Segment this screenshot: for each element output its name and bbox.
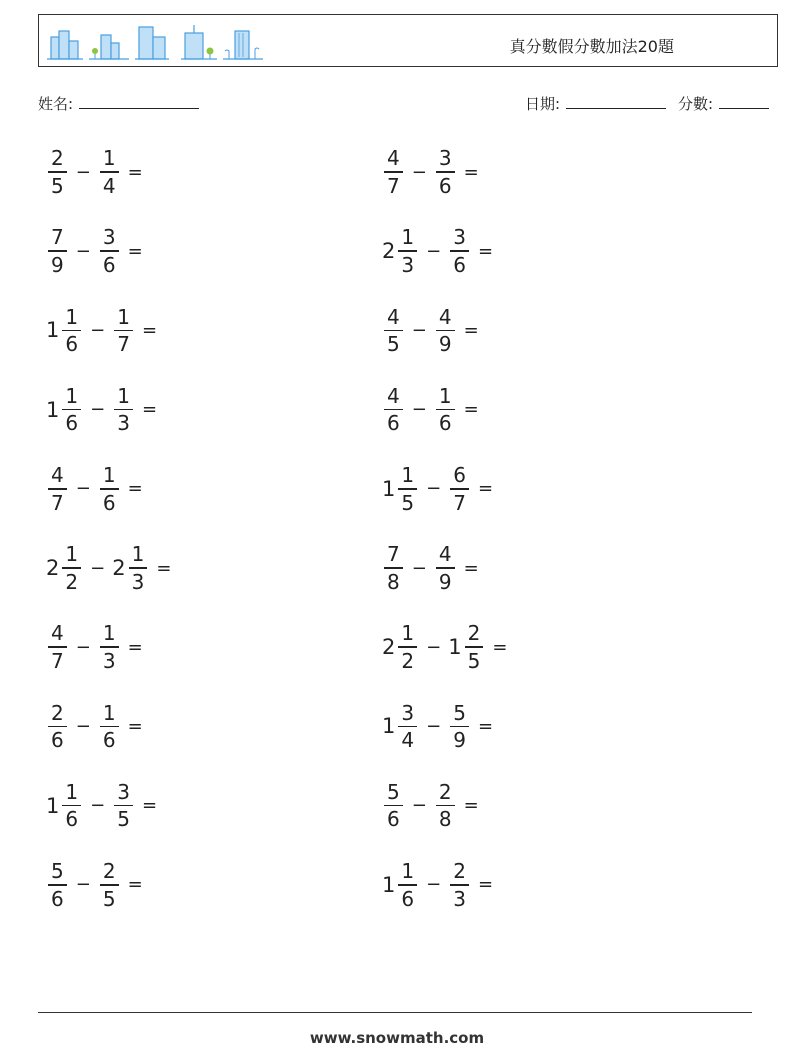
- problem-10: [382, 459, 493, 519]
- operator: −: [75, 161, 91, 183]
- equals-sign: =: [141, 399, 158, 421]
- fraction-bar: [100, 250, 119, 252]
- fraction: [48, 859, 67, 911]
- fraction-bar: [436, 171, 455, 173]
- fraction: [450, 701, 469, 753]
- fraction-bar: [48, 646, 67, 648]
- fraction: [48, 463, 67, 515]
- mixed-number: [382, 225, 419, 277]
- denominator: 8: [438, 807, 452, 832]
- denominator: 7: [51, 490, 64, 515]
- date-field: [525, 94, 666, 113]
- equals-sign: =: [477, 874, 494, 896]
- mixed-number: [434, 542, 457, 594]
- fraction-bar: [450, 726, 469, 728]
- mixed-number: [46, 542, 83, 594]
- fraction: [62, 384, 81, 436]
- equals-sign: =: [141, 795, 158, 817]
- fraction-bar: [100, 646, 119, 648]
- denominator: 6: [453, 252, 466, 277]
- denominator: 8: [387, 569, 400, 594]
- problem-11: [46, 538, 171, 598]
- equals-sign: =: [127, 874, 143, 896]
- denominator: 5: [117, 807, 130, 832]
- fraction-bar: [398, 884, 417, 886]
- mixed-number: [98, 701, 121, 753]
- denominator: 6: [65, 332, 79, 357]
- operator: −: [411, 795, 427, 817]
- operator: −: [75, 874, 91, 896]
- whole-part: 1: [46, 793, 60, 818]
- numerator: 1: [401, 463, 415, 488]
- mixed-number: [112, 780, 135, 832]
- problem-19: [46, 855, 143, 915]
- denominator: 5: [51, 173, 64, 198]
- denominator: 5: [467, 648, 481, 673]
- fraction: [48, 225, 67, 277]
- equals-sign: =: [127, 478, 143, 500]
- mixed-number: [46, 463, 69, 515]
- fraction: [398, 225, 417, 277]
- numerator: 3: [401, 700, 415, 725]
- denominator: 5: [387, 332, 400, 357]
- numerator: 4: [51, 621, 64, 646]
- numerator: 4: [387, 383, 400, 408]
- operator: −: [75, 240, 91, 262]
- numerator: 4: [438, 542, 452, 567]
- denominator: 4: [401, 728, 415, 753]
- numerator: 1: [65, 383, 79, 408]
- equals-sign: =: [127, 636, 143, 658]
- fraction-bar: [48, 726, 67, 728]
- fraction-bar: [398, 488, 417, 490]
- mixed-number: [98, 859, 121, 911]
- numerator: 4: [387, 304, 400, 329]
- numerator: 1: [102, 621, 116, 646]
- numerator: 1: [401, 859, 415, 884]
- fraction: [450, 225, 469, 277]
- denominator: 6: [102, 728, 116, 753]
- fraction: [100, 146, 119, 198]
- whole-part: 1: [448, 635, 462, 660]
- equals-sign: =: [141, 319, 158, 341]
- problem-6: [382, 300, 479, 360]
- denominator: 6: [51, 728, 64, 753]
- whole-part: 2: [112, 556, 126, 580]
- operator: −: [426, 636, 442, 658]
- fraction: [384, 780, 403, 832]
- problem-18: [382, 776, 479, 836]
- denominator: 3: [117, 411, 130, 436]
- mixed-number: [448, 225, 471, 277]
- denominator: 6: [102, 252, 116, 277]
- problem-17: [46, 776, 157, 836]
- mixed-number: [434, 305, 457, 357]
- fraction: [48, 701, 67, 753]
- fraction-bar: [62, 409, 81, 411]
- fraction: [62, 542, 81, 594]
- fraction: [100, 225, 119, 277]
- equals-sign: =: [127, 161, 143, 183]
- fraction: [384, 305, 403, 357]
- mixed-number: [448, 621, 485, 673]
- fraction: [398, 859, 417, 911]
- denominator: 4: [102, 173, 116, 198]
- numerator: 1: [65, 779, 79, 804]
- whole-part: 2: [46, 556, 60, 580]
- denominator: 6: [102, 490, 116, 515]
- numerator: 5: [453, 700, 466, 725]
- fraction-bar: [436, 409, 455, 411]
- fraction-bar: [384, 805, 403, 807]
- numerator: 2: [51, 146, 64, 171]
- fraction: [436, 780, 455, 832]
- problem-20: [382, 855, 493, 915]
- mixed-number: [448, 859, 471, 911]
- denominator: 7: [51, 648, 64, 673]
- operator: −: [426, 240, 442, 262]
- denominator: 6: [438, 411, 452, 436]
- numerator: 1: [102, 700, 116, 725]
- fraction-bar: [48, 250, 67, 252]
- operator: −: [90, 319, 106, 341]
- operator: −: [90, 399, 106, 421]
- numerator: 3: [438, 146, 452, 171]
- fraction-bar: [62, 805, 81, 807]
- equals-sign: =: [463, 161, 479, 183]
- numerator: 1: [65, 304, 79, 329]
- fraction: [450, 859, 469, 911]
- equals-sign: =: [463, 399, 479, 421]
- numerator: 2: [102, 859, 116, 884]
- fraction: [114, 305, 133, 357]
- mixed-number: [382, 859, 419, 911]
- footer-divider: [38, 1012, 752, 1013]
- problem-12: [382, 538, 479, 598]
- numerator: 5: [51, 859, 64, 884]
- whole-part: 2: [382, 239, 396, 264]
- mixed-number: [448, 701, 471, 753]
- equals-sign: =: [463, 795, 479, 817]
- denominator: 3: [102, 648, 116, 673]
- fraction: [384, 384, 403, 436]
- date-label: 日期:: [525, 95, 561, 113]
- denominator: 6: [387, 807, 400, 832]
- name-field: [38, 94, 199, 113]
- equals-sign: =: [463, 319, 479, 341]
- denominator: 6: [438, 173, 452, 198]
- equals-sign: =: [463, 557, 479, 579]
- numerator: 4: [438, 304, 452, 329]
- fraction: [100, 859, 119, 911]
- mixed-number: [382, 542, 405, 594]
- numerator: 2: [51, 700, 64, 725]
- fraction-bar: [450, 884, 469, 886]
- fraction: [48, 621, 67, 673]
- operator: −: [75, 478, 91, 500]
- denominator: 5: [401, 490, 415, 515]
- operator: −: [426, 874, 442, 896]
- problem-1: [46, 142, 143, 202]
- denominator: 3: [401, 252, 415, 277]
- mixed-number: [382, 701, 419, 753]
- mixed-number: [98, 146, 121, 198]
- operator: −: [75, 636, 91, 658]
- numerator: 1: [117, 304, 130, 329]
- whole-part: 1: [382, 872, 396, 897]
- numerator: 2: [467, 621, 481, 646]
- fraction: [384, 542, 403, 594]
- fraction-bar: [48, 488, 67, 490]
- score-label: 分數:: [678, 95, 714, 113]
- numerator: 1: [102, 463, 116, 488]
- mixed-number: [46, 225, 69, 277]
- equals-sign: =: [127, 240, 143, 262]
- denominator: 9: [51, 252, 64, 277]
- fraction-bar: [465, 646, 484, 648]
- problem-8: [382, 380, 479, 440]
- fraction: [465, 621, 484, 673]
- fraction: [398, 463, 417, 515]
- whole-part: 1: [46, 397, 60, 422]
- equals-sign: =: [156, 557, 172, 579]
- name-blank: [79, 94, 199, 109]
- numerator: 3: [453, 225, 466, 250]
- mixed-number: [112, 384, 135, 436]
- fraction-bar: [436, 567, 455, 569]
- fraction: [436, 542, 455, 594]
- mixed-number: [382, 146, 405, 198]
- fraction-bar: [114, 805, 133, 807]
- mixed-number: [98, 463, 121, 515]
- numerator: 1: [65, 542, 79, 567]
- mixed-number: [382, 780, 405, 832]
- fraction-bar: [129, 567, 148, 569]
- denominator: 6: [387, 411, 400, 436]
- mixed-number: [46, 701, 69, 753]
- numerator: 1: [117, 383, 130, 408]
- whole-part: 1: [382, 714, 396, 739]
- mixed-number: [448, 463, 471, 515]
- operator: −: [90, 557, 106, 579]
- operator: −: [411, 161, 427, 183]
- numerator: 4: [387, 146, 400, 171]
- operator: −: [426, 478, 442, 500]
- fraction: [436, 146, 455, 198]
- mixed-number: [382, 305, 405, 357]
- equals-sign: =: [477, 715, 494, 737]
- numerator: 1: [401, 621, 415, 646]
- fraction-bar: [100, 726, 119, 728]
- operator: −: [411, 399, 427, 421]
- mixed-number: [112, 305, 135, 357]
- fraction: [100, 701, 119, 753]
- mixed-number: [434, 780, 457, 832]
- numerator: 1: [131, 542, 145, 567]
- fraction: [436, 305, 455, 357]
- mixed-number: [98, 621, 121, 673]
- problem-13: [46, 617, 143, 677]
- equals-sign: =: [477, 240, 494, 262]
- problem-14: [382, 617, 507, 677]
- numerator: 2: [438, 779, 452, 804]
- fraction: [62, 780, 81, 832]
- operator: −: [75, 715, 91, 737]
- date-blank: [566, 94, 666, 109]
- fraction-bar: [100, 488, 119, 490]
- whole-part: 1: [382, 476, 396, 501]
- operator: −: [411, 557, 427, 579]
- denominator: 5: [102, 886, 116, 911]
- worksheet-header: [38, 14, 778, 67]
- fraction-bar: [100, 884, 119, 886]
- fraction: [450, 463, 469, 515]
- fraction-bar: [62, 330, 81, 332]
- fraction: [398, 701, 417, 753]
- mixed-number: [46, 859, 69, 911]
- equals-sign: =: [127, 715, 143, 737]
- mixed-number: [382, 463, 419, 515]
- fraction-bar: [114, 330, 133, 332]
- whole-part: 2: [382, 635, 396, 660]
- denominator: 6: [65, 411, 79, 436]
- problem-16: [382, 696, 493, 756]
- problem-4: [382, 221, 493, 281]
- denominator: 3: [453, 886, 466, 911]
- score-blank: [719, 94, 769, 109]
- fraction: [100, 463, 119, 515]
- numerator: 1: [401, 225, 415, 250]
- mixed-number: [382, 621, 419, 673]
- fraction-bar: [398, 726, 417, 728]
- fraction-bar: [436, 330, 455, 332]
- fraction-bar: [48, 171, 67, 173]
- mixed-number: [98, 225, 121, 277]
- fraction: [114, 780, 133, 832]
- numerator: 3: [102, 225, 116, 250]
- denominator: 7: [117, 332, 130, 357]
- worksheet-title: 真分數假分數加法20題: [509, 37, 674, 56]
- fraction: [436, 384, 455, 436]
- fraction-bar: [384, 171, 403, 173]
- numerator: 3: [117, 779, 130, 804]
- operator: −: [90, 795, 106, 817]
- fraction-bar: [398, 646, 417, 648]
- fraction: [384, 146, 403, 198]
- mixed-number: [434, 146, 457, 198]
- fraction-bar: [450, 488, 469, 490]
- whole-part: 1: [46, 318, 60, 343]
- numerator: 6: [453, 463, 466, 488]
- mixed-number: [46, 384, 83, 436]
- footer-url: www.snowmath.com: [309, 1029, 485, 1047]
- denominator: 2: [65, 569, 79, 594]
- fraction-bar: [100, 171, 119, 173]
- operator: −: [411, 319, 427, 341]
- equals-sign: =: [477, 478, 494, 500]
- denominator: 6: [65, 807, 79, 832]
- fraction-bar: [384, 330, 403, 332]
- fraction: [129, 542, 148, 594]
- numerator: 4: [51, 463, 64, 488]
- numerator: 7: [387, 542, 400, 567]
- fraction-bar: [62, 567, 81, 569]
- problem-2: [382, 142, 479, 202]
- denominator: 6: [401, 886, 415, 911]
- fraction-bar: [384, 567, 403, 569]
- problem-15: [46, 696, 143, 756]
- denominator: 3: [131, 569, 145, 594]
- mixed-number: [46, 621, 69, 673]
- denominator: 7: [387, 173, 400, 198]
- mixed-number: [46, 146, 69, 198]
- fraction: [48, 146, 67, 198]
- problem-9: [46, 459, 143, 519]
- numerator: 5: [387, 779, 400, 804]
- fraction: [398, 621, 417, 673]
- problem-3: [46, 221, 143, 281]
- fraction: [100, 621, 119, 673]
- numerator: 1: [438, 383, 452, 408]
- mixed-number: [434, 384, 457, 436]
- score-field: [678, 94, 769, 113]
- name-label: 姓名:: [38, 95, 74, 113]
- mixed-number: [46, 305, 83, 357]
- mixed-number: [46, 780, 83, 832]
- equals-sign: =: [492, 636, 508, 658]
- denominator: 9: [438, 332, 452, 357]
- fraction-bar: [436, 805, 455, 807]
- fraction-bar: [450, 250, 469, 252]
- mixed-number: [382, 384, 405, 436]
- numerator: 1: [102, 146, 116, 171]
- problem-7: [46, 380, 157, 440]
- operator: −: [426, 715, 442, 737]
- fraction-bar: [398, 250, 417, 252]
- denominator: 2: [401, 648, 415, 673]
- denominator: 6: [51, 886, 64, 911]
- city-buildings-logo: [47, 21, 277, 61]
- denominator: 7: [453, 490, 466, 515]
- fraction: [62, 305, 81, 357]
- fraction-bar: [384, 409, 403, 411]
- fraction: [114, 384, 133, 436]
- fraction-bar: [48, 884, 67, 886]
- numerator: 2: [453, 859, 466, 884]
- numerator: 7: [51, 225, 64, 250]
- problem-5: [46, 300, 157, 360]
- denominator: 9: [438, 569, 452, 594]
- denominator: 9: [453, 728, 466, 753]
- mixed-number: [112, 542, 149, 594]
- fraction-bar: [114, 409, 133, 411]
